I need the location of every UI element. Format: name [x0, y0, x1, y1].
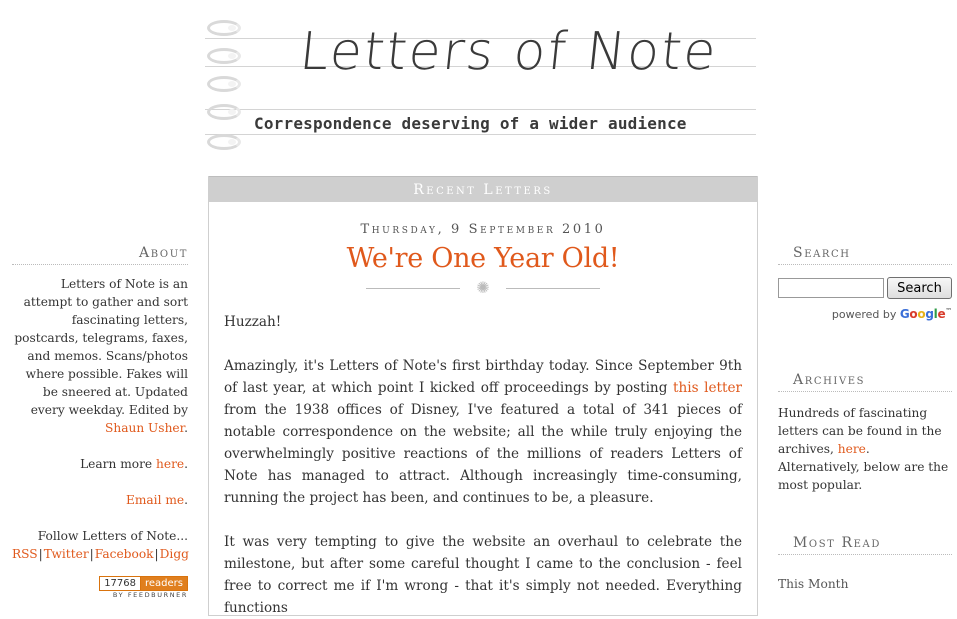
post-paragraph: It was very tempting to give the website an overhaul to celebrate the milestone, but after some careful thought I came to the conclusion - feel free to correct me if I'm wrong - that it's simply not needed. Everything functions — [224, 534, 742, 616]
post-greeting: Huzzah! — [224, 314, 282, 330]
notebook-ring-icon — [207, 76, 241, 92]
left-sidebar — [12, 244, 188, 602]
google-logo-icon: Google™ — [899, 307, 952, 321]
post-date: Thursday, 9 September 2010 — [360, 222, 606, 237]
feed-label: readers — [145, 578, 183, 589]
most-read-section — [778, 534, 952, 593]
post-title[interactable]: We're One Year Old! — [346, 243, 620, 274]
archives-heading: Archives — [778, 371, 952, 392]
divider-line — [506, 288, 600, 289]
social-links: RSS|Twitter|Facebook|Digg — [12, 547, 189, 561]
archives-section — [778, 371, 952, 494]
notebook-ring-icon — [207, 20, 241, 36]
feed-count: 17768 — [100, 577, 141, 590]
paragraph-text: Amazingly, it's Letters of Note's first birthday today. Since September 9th of last year, at which point I kicked off proceedings by posting — [224, 358, 742, 396]
section-title-bar: Recent Letters — [209, 176, 757, 202]
search-heading: Search — [778, 244, 952, 265]
site-title[interactable]: Letters of Note — [296, 22, 721, 82]
learn-more-label: Learn more — [80, 457, 157, 471]
rss-link[interactable]: RSS — [12, 547, 38, 561]
learn-more-link[interactable]: here — [156, 457, 185, 471]
paper-rule — [205, 109, 756, 110]
email-line: Email me. — [125, 493, 188, 507]
about-heading: About — [12, 244, 188, 265]
post-paragraph — [224, 355, 742, 509]
flower-ornament-icon: ✺ — [476, 278, 490, 297]
powered-by-google — [778, 302, 952, 324]
title-divider — [209, 279, 757, 299]
notebook-ring-icon — [207, 104, 241, 120]
email-me-link[interactable]: Email me — [125, 493, 185, 507]
facebook-link[interactable]: Facebook — [94, 547, 154, 561]
notebook-ring-icon — [207, 134, 241, 150]
site-header — [205, 8, 756, 168]
search-input[interactable] — [778, 278, 884, 298]
powered-by-label: powered by — [831, 308, 900, 321]
this-month-label: This Month — [778, 577, 849, 591]
feedburner-badge[interactable] — [99, 573, 188, 600]
post-body — [209, 311, 757, 619]
search-form — [778, 277, 952, 299]
author-link[interactable]: Shaun Usher — [105, 421, 185, 435]
most-read-heading: Most Read — [778, 534, 952, 555]
edited-by-label: Edited by — [128, 403, 188, 417]
feedburner-credit: BY FEEDBURNER — [112, 591, 188, 599]
learn-more-line: Learn more here. — [80, 457, 188, 471]
right-sidebar — [778, 244, 952, 593]
search-button[interactable]: Search — [887, 277, 952, 299]
divider-line — [366, 288, 460, 289]
follow-label: Follow Letters of Note... — [37, 529, 188, 543]
notebook-ring-icon — [207, 48, 241, 64]
paragraph-text: from the 1938 offices of Disney, I've featured a total of 341 pieces of notable correspondence on the website; all the while truly enjoying the overwhelmingly positive reactions of the millions of readers Letters of Note has managed to attract. Although increasingly time-consuming, running the project has been, and continues to be, a pleasure. — [224, 402, 742, 506]
archives-text — [778, 404, 952, 494]
archives-description-end: . Alternatively, below are the most popular. — [778, 442, 949, 492]
archives-link[interactable]: here — [837, 442, 866, 456]
archives-description: Hundreds of fascinating letters can be found in the archives, — [778, 406, 942, 456]
about-text: Letters of Note is an attempt to gather and sort fascinating letters, postcards, telegrams, faxes, and memos. Scans/photos where possible. Fakes will be sneered at. Updated every weekday. Edited by Shaun Usher. — [14, 277, 188, 435]
paper-rule — [205, 134, 756, 135]
digg-link[interactable]: Digg — [159, 547, 189, 561]
this-letter-link[interactable]: this letter — [673, 380, 742, 396]
main-column — [208, 176, 758, 616]
site-tagline: Correspondence deserving of a wider audience — [254, 114, 687, 133]
twitter-link[interactable]: Twitter — [43, 547, 89, 561]
about-description: Letters of Note is an attempt to gather and sort fascinating letters, postcards, telegrams, faxes, and memos. Scans/photos where possible. Fakes will be sneered at. Updated every weekday. — [14, 277, 188, 417]
